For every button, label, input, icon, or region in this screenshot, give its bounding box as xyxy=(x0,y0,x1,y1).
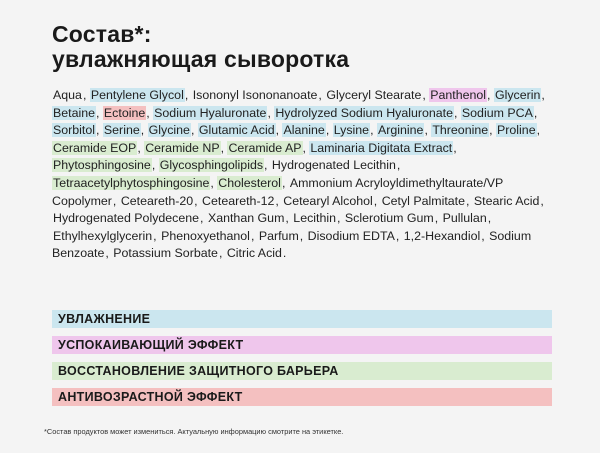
legend-item-green: ВОССТАНОВЛЕНИЕ ЗАЩИТНОГО БАРЬЕРА xyxy=(52,362,552,380)
ingredient: Cholesterol xyxy=(218,175,281,190)
ingredient: Glyceryl Stearate xyxy=(326,88,422,102)
ingredient: Ceramide AP xyxy=(228,140,302,155)
ingredient: Ammonium Acryloyldimethyltaurate/VP Copolymer xyxy=(52,175,504,208)
legend-item-red: АНТИВОЗРАСТНОЙ ЭФФЕКТ xyxy=(52,388,552,406)
ingredient: Sorbitol xyxy=(53,123,96,138)
ingredient: Arginine xyxy=(377,123,424,138)
ingredient: Isononyl Isononanoate xyxy=(192,88,318,102)
ingredient: Disodium EDTA xyxy=(307,228,395,243)
title-line-1: Состав*: xyxy=(52,21,152,47)
ingredient: Phytosphingosine xyxy=(53,158,151,173)
ingredient: Sodium PCA xyxy=(461,105,533,120)
ingredient: Hydrogenated Polydecene xyxy=(53,211,200,226)
ingredient: Pentylene Glycol xyxy=(90,88,184,102)
ingredient: Glutamic Acid xyxy=(198,123,275,138)
ingredient: Sclerotium Gum xyxy=(344,211,434,226)
ingredient: Phenoxyethanol xyxy=(161,228,250,243)
ingredient: Ectoine xyxy=(103,105,146,120)
legend-item-blue: УВЛАЖНЕНИЕ xyxy=(52,310,552,328)
legend-item-pink: УСПОКАИВАЮЩИЙ ЭФФЕКТ xyxy=(52,336,552,354)
ingredient: Hydrogenated Lecithin xyxy=(271,158,396,173)
ingredient: Betaine xyxy=(53,105,96,120)
ingredient: Cetearyl Alcohol xyxy=(283,193,373,208)
footnote: *Состав продуктов может измениться. Актуальную информацию смотрите на этикетке. xyxy=(44,427,344,436)
ingredient: Ceramide NP xyxy=(145,140,220,155)
ingredient: Stearic Acid xyxy=(473,193,540,208)
ingredient: Xanthan Gum xyxy=(207,211,285,226)
ingredient: Lysine xyxy=(333,123,370,138)
ingredient: Potassium Sorbate xyxy=(113,246,218,261)
ingredient: Sodium Hyaluronate xyxy=(154,105,267,120)
ingredient: Laminaria Digitata Extract xyxy=(310,140,453,155)
ingredient: Sodium Benzoate xyxy=(52,228,532,261)
ingredient: Pullulan xyxy=(442,211,487,226)
ingredient: Cetyl Palmitate xyxy=(381,193,466,208)
ingredient: Threonine xyxy=(432,123,489,138)
ingredient: Hydrolyzed Sodium Hyaluronate xyxy=(275,105,454,120)
ingredients-list: Aqua, Pentylene Glycol, Isononyl Isononanoate, Glyceryl Stearate, Panthenol, Glycerin, Betaine, Ectoine, Sodium Hyaluronate, Hydrolyzed Sodium Hyaluronate, Sodium PCA, Sorbitol, Serine, Glycine, Glutamic Acid, Alanine, Lysine, Arginine, Threonine, Proline, Ceramide EOP, Ceramide NP, Ceramide AP, Laminaria Digitata Extract, Phytosphingosine, Glycosphingolipids, Hydrogenated Lecithin, Tetraacetylphytosphingosine, Cholesterol, Ammonium Acryloyldimethyltaurate/VP Copolymer, Ceteareth-20, Ceteareth-12, Cetearyl Alcohol, Cetyl Palmitate, Stearic Acid, Hydrogenated Polydecene, Xanthan Gum, Lecithin, Sclerotium Gum, Pullulan, Ethylhexylglycerin, Phenoxyethanol, Parfum, Disodium EDTA, 1,2-Hexandiol, Sodium Benzoate, Potassium Sorbate, Citric Acid. xyxy=(52,88,545,261)
ingredient: Aqua xyxy=(53,88,82,102)
ingredient: Serine xyxy=(103,123,140,138)
ingredient: Proline xyxy=(497,123,536,138)
ingredient: Citric Acid xyxy=(226,246,282,261)
ingredient: Lecithin xyxy=(293,211,337,226)
ingredient: Ceramide EOP xyxy=(53,140,137,155)
legend xyxy=(52,310,552,414)
ingredient: Glycerin xyxy=(494,88,541,102)
ingredient: Parfum xyxy=(258,228,299,243)
ingredient: Ceteareth-12 xyxy=(202,193,275,208)
ingredient: Alanine xyxy=(283,123,325,138)
ingredient: Panthenol xyxy=(430,88,487,102)
ingredient: 1,2-Hexandiol xyxy=(403,228,481,243)
title-line-2: увлажняющая сыворотка xyxy=(52,46,350,72)
ingredient: Glycine xyxy=(148,123,190,138)
ingredient: Tetraacetylphytosphingosine xyxy=(53,175,210,190)
ingredient: Glycosphingolipids xyxy=(159,158,264,173)
ingredient: Ethylhexylglycerin xyxy=(53,228,153,243)
page-title xyxy=(52,22,349,72)
ingredient: Ceteareth-20 xyxy=(120,193,194,208)
